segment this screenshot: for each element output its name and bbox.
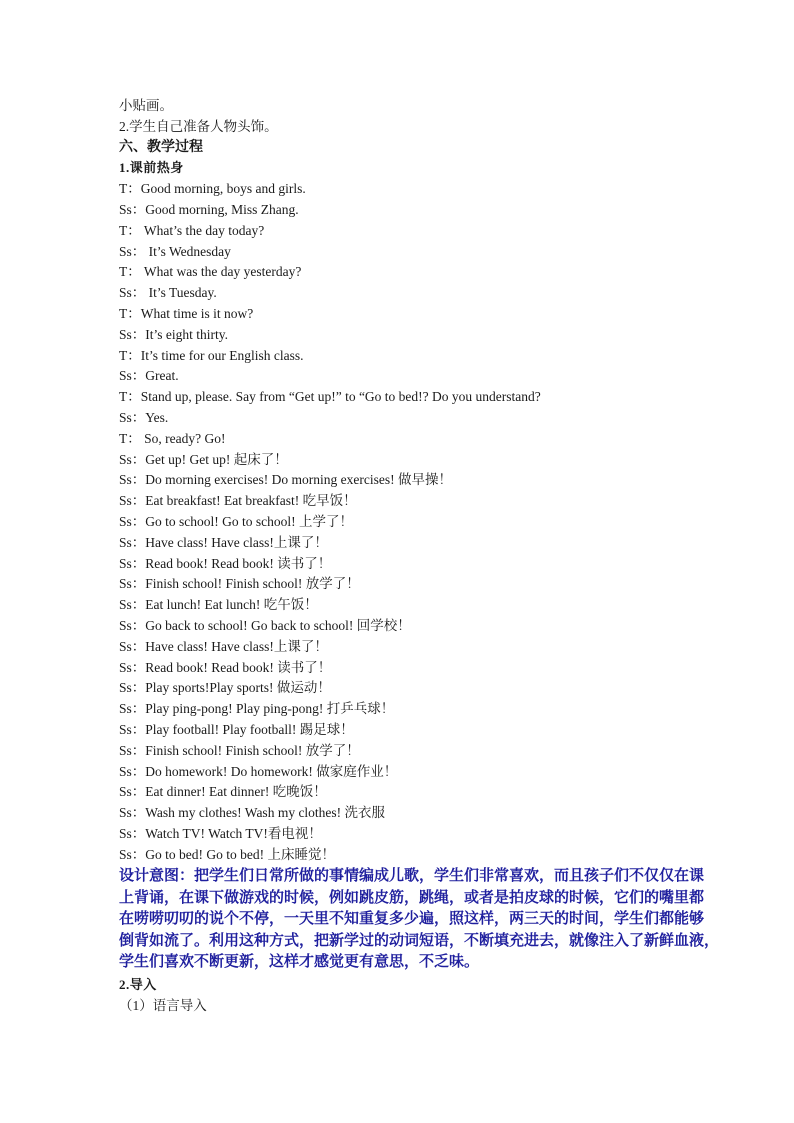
- subsection-title-intro: 2.导入: [119, 976, 157, 992]
- dialogue-line: Ss：Do morning exercises! Do morning exercises! 做早操！: [119, 472, 452, 488]
- dialogue-line: Ss：Play sports!Play sports! 做运动！: [119, 680, 331, 696]
- dialogue-line: T：Good morning, boys and girls.: [119, 181, 306, 197]
- subsection-title-warmup: 1.课前热身: [119, 160, 184, 176]
- dialogue-line: Ss：Do homework! Do homework! 做家庭作业！: [119, 763, 398, 779]
- design-intent-line: 倒背如流了。利用这种方式，把新学过的动词短语，不断填充进去，就像注入了新鲜血液，: [119, 932, 720, 949]
- dialogue-line: Ss：Read book! Read book! 读书了！: [119, 659, 332, 675]
- dialogue-line: Ss：Finish school! Finish school! 放学了！: [119, 576, 360, 592]
- design-intent-line: 在唠唠叨叨的说个不停，一天里不知重复多少遍，照这样，两三天的时间，学生们都能够: [119, 911, 705, 928]
- dialogue-line: T：What time is it now?: [119, 305, 254, 321]
- dialogue-line: Ss：Great.: [119, 368, 179, 384]
- dialogue-line: Ss：Watch TV! Watch TV!看电视！: [119, 825, 322, 841]
- design-intent-line: 学生们喜欢不断更新，这样才感觉更有意思，不乏味。: [119, 954, 480, 971]
- dialogue-line: Ss：Good morning, Miss Zhang.: [119, 201, 299, 217]
- dialogue-line: Ss：Read book! Read book! 读书了！: [119, 555, 332, 571]
- dialogue-line: Ss：Eat lunch! Eat lunch! 吃午饭！: [119, 597, 318, 613]
- document-content: [119, 96, 720, 1017]
- dialogue-line: Ss：Play football! Play football! 踢足球！: [119, 721, 354, 737]
- section-title: 六、教学过程: [119, 139, 203, 155]
- dialogue-line: Ss：Yes.: [119, 409, 169, 425]
- top-lines: [119, 96, 689, 138]
- design-intent-paragraph: [119, 866, 720, 974]
- dialogue-line: Ss：Get up! Get up! 起床了！: [119, 451, 288, 467]
- design-intent-line: 上背诵，在课下做游戏的时候，例如跳皮筋，跳绳，或者是拍皮球的时候，它们的嘴里都: [119, 889, 705, 906]
- dialogue-line: Ss：Go to school! Go to school! 上学了！: [119, 513, 353, 529]
- dialogue-block: [119, 179, 689, 865]
- dialogue-line: Ss：It’s eight thirty.: [119, 326, 229, 342]
- dialogue-line: Ss： It’s Wednesday: [119, 243, 231, 259]
- design-intent-line: 设计意图：把学生们日常所做的事情编成儿歌，学生们非常喜欢，而且孩子们不仅仅在课: [119, 868, 705, 885]
- dialogue-line: T： What’s the day today?: [119, 222, 265, 238]
- dialogue-line: T：Stand up, please. Say from “Get up!” to “Go to bed!? Do you understand?: [119, 389, 541, 405]
- text-line: 小贴画。: [119, 98, 173, 113]
- dialogue-line: Ss：Eat breakfast! Eat breakfast! 吃早饭！: [119, 493, 357, 509]
- dialogue-line: Ss：Wash my clothes! Wash my clothes! 洗衣服: [119, 805, 386, 821]
- dialogue-line: Ss：Go back to school! Go back to school! 回学校！: [119, 617, 411, 633]
- dialogue-line: Ss：Play ping-pong! Play ping-pong! 打乒乓球！: [119, 701, 395, 717]
- dialogue-line: Ss：Finish school! Finish school! 放学了！: [119, 742, 360, 758]
- dialogue-line: Ss：Have class! Have class!上课了！: [119, 534, 328, 550]
- dialogue-line: Ss： It’s Tuesday.: [119, 285, 217, 301]
- dialogue-line: Ss：Have class! Have class!上课了！: [119, 638, 328, 654]
- dialogue-line: T：It’s time for our English class.: [119, 347, 304, 363]
- intro-item: （1）语言导入: [119, 997, 207, 1013]
- dialogue-line: T： What was the day yesterday?: [119, 264, 302, 280]
- text-line: 2.学生自己准备人物头饰。: [119, 118, 278, 134]
- dialogue-line: Ss：Eat dinner! Eat dinner! 吃晚饭！: [119, 784, 327, 800]
- dialogue-line: Ss：Go to bed! Go to bed! 上床睡觉！: [119, 846, 335, 862]
- dialogue-line: T： So, ready? Go!: [119, 430, 226, 446]
